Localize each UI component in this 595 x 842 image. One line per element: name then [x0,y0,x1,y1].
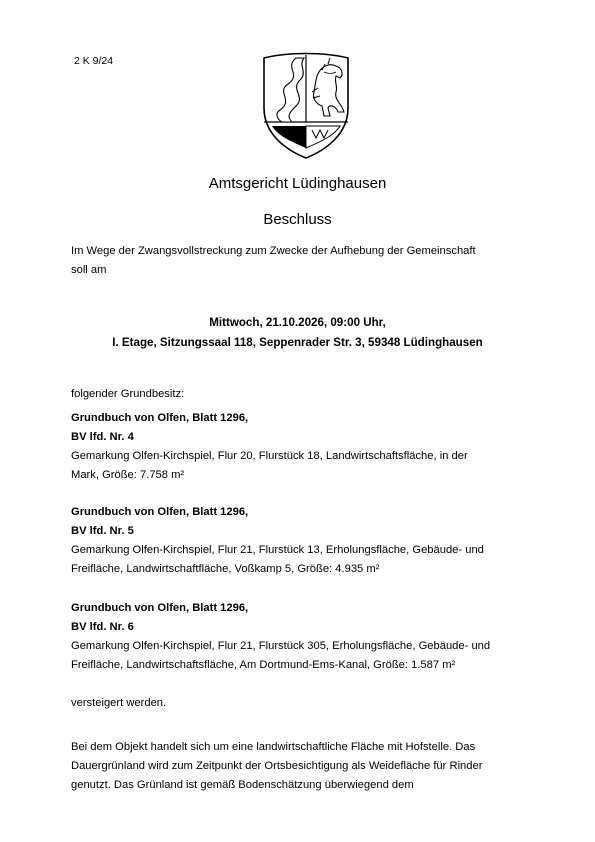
property-heading: Grundbuch von Olfen, Blatt 1296, [71,412,249,424]
property-line: Gemarkung Olfen-Kirchspiel, Flur 20, Flurstück 18, Landwirtschaftsfläche, in der [71,450,468,462]
description-paragraph [71,738,541,795]
property-line: Mark, Größe: 7.758 m² [71,469,185,481]
property-entry [71,599,541,675]
description-line: Dauergrünland wird zum Zeitpunkt der Ortsbesichtigung als Weidefläche für Rinder [71,760,483,772]
property-line: Gemarkung Olfen-Kirchspiel, Flur 21, Flurstück 305, Erholungsfläche, Gebäude- und [71,640,491,652]
property-line: Freifläche, Landwirtschaftsfläche, Am Dortmund-Ems-Kanal, Größe: 1.587 m² [71,659,456,671]
intro-line: soll am [71,264,107,276]
closing-text: versteigert werden. [71,697,167,709]
description-line: Bei dem Objekt handelt sich um eine landwirtschaftliche Fläche mit Hofstelle. Das [71,741,476,753]
property-heading: Grundbuch von Olfen, Blatt 1296, [71,506,249,518]
auction-date: Mittwoch, 21.10.2026, 09:00 Uhr, [209,316,386,329]
case-number: 2 K 9/24 [74,55,114,67]
property-bv-number: BV lfd. Nr. 4 [71,431,134,443]
court-name: Amtsgericht Lüdinghausen [208,175,387,192]
property-heading: Grundbuch von Olfen, Blatt 1296, [71,602,249,614]
coat-of-arms-icon [258,50,354,162]
property-entry [71,503,541,579]
intro-text [71,242,541,280]
description-line: genutzt. Das Grünland ist gemäß Bodenschätzung überwiegend dem [71,779,414,791]
document-title: Beschluss [263,211,332,228]
property-line: Freifläche, Landwirtschaftfläche, Voßkamp 5, Größe: 4.935 m² [71,563,380,575]
property-line: Gemarkung Olfen-Kirchspiel, Flur 21, Flurstück 13, Erholungsfläche, Gebäude- und [71,544,484,556]
property-bv-number: BV lfd. Nr. 5 [71,525,134,537]
auction-date-location [0,313,595,353]
property-bv-number: BV lfd. Nr. 6 [71,621,134,633]
property-lead: folgender Grundbesitz: [71,388,185,400]
intro-line: Im Wege der Zwangsvollstreckung zum Zwecke der Aufhebung der Gemeinschaft [71,245,476,257]
auction-location: I. Etage, Sitzungssaal 118, Seppenrader Str. 3, 59348 Lüdinghausen [112,336,483,349]
property-entry [71,409,541,485]
